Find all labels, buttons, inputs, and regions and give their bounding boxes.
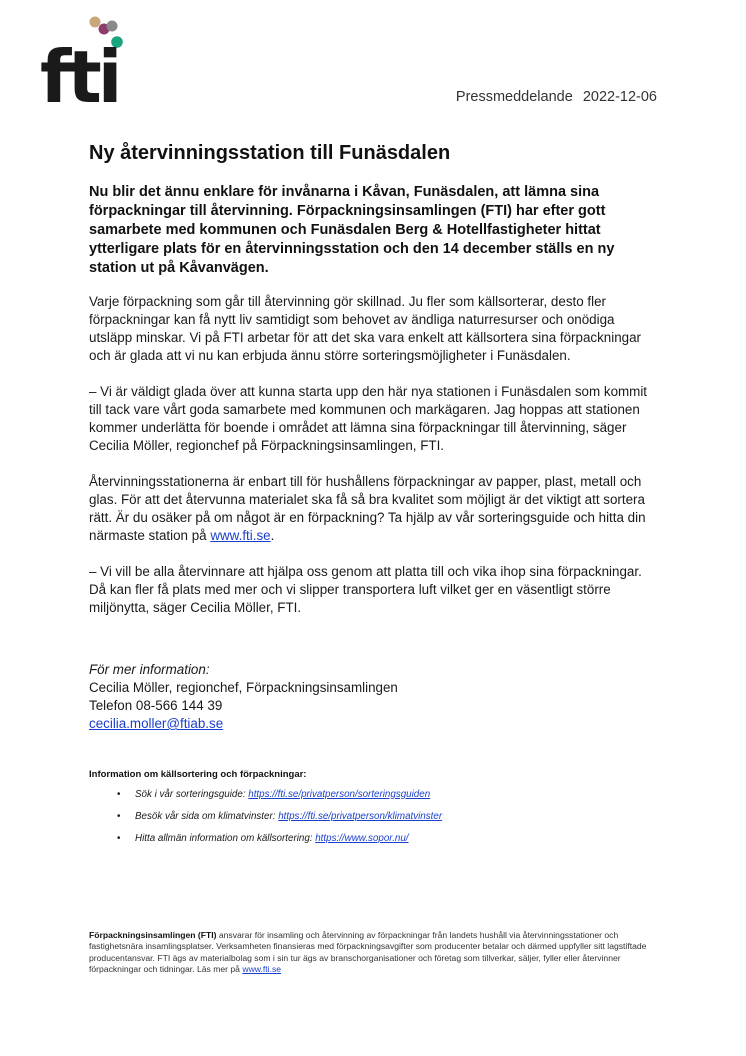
sorteringsguiden-link[interactable]: https://fti.se/privatperson/sorteringsguiden	[248, 789, 431, 800]
article-title: Ny återvinningsstation till Funäsdalen	[89, 142, 451, 164]
info-item	[117, 833, 659, 845]
bullet-icon: •	[117, 833, 121, 844]
paragraph-3	[89, 473, 659, 545]
contact-heading: För mer information:	[89, 662, 210, 677]
bullet-icon: •	[117, 811, 121, 822]
info-item-text: Sök i vår sorteringsguide:	[135, 789, 249, 800]
paragraph-3-text: Återvinningsstationerna är enbart till för hushållens förpackningar av papper, plast, metall och glas. För att det återvunna materialet ska få så bra kvalitet som möjligt är det viktigt att sortera rätt. Är du osäker på om något är en förpackning? Ta hjälp av vår sorteringsguide och hitta din närmaste station på	[89, 474, 646, 543]
contact-name: Cecilia Möller, regionchef, Förpackningsinsamlingen	[89, 680, 398, 695]
paragraph-1: Varje förpackning som går till återvinning gör skillnad. Ju fler som källsorterar, desto fler förpackningar kan få nytt liv samtidigt som behovet av ändliga naturresurser och onödiga utsläpp minskar. Vi på FTI arbetar för att det ska vara enkelt att källsortera sina förpackningar och är glada att vi nu kan erbjuda ännu större sorteringsmöjligheter i Funäsdalen.	[89, 294, 642, 363]
sopor-link[interactable]: https://www.sopor.nu/	[315, 833, 409, 844]
fti-logo-graphic	[40, 14, 130, 108]
press-label: Pressmeddelande	[455, 89, 573, 105]
press-header	[450, 89, 657, 105]
info-list	[89, 789, 659, 845]
footer-text: ansvarar för insamling och återvinning av förpackningar från landets hushåll via återvinningsstationer och fastighetsnära insamlingsplatser. Verksamheten finansieras med förpackningsavgifter som producenter betalar och därmed uppfyller sitt lagstiftade producentansvar. FTI ägs av materialbolag som i sin tur ägs av branschorganisationer och företag som tillverkar, säljer, fyller eller återvinner förpackningar och tidningar. Läs mer på	[89, 930, 647, 975]
paragraph-4: – Vi vill be alla återvinnare att hjälpa oss genom att platta till och vika ihop sina förpackningar. Då kan fler få plats med mer och vi slipper transportera luft vilket ger en väsentligt större miljönytta, säger Cecilia Möller, FTI.	[89, 564, 642, 615]
info-item	[117, 811, 659, 823]
contact-block	[89, 661, 659, 733]
footer-org-name: Förpackningsinsamlingen (FTI)	[89, 930, 217, 940]
footer-fti-link[interactable]: www.fti.se	[242, 964, 282, 975]
footer-boilerplate	[89, 930, 649, 976]
lead-paragraph: Nu blir det ännu enklare för invånarna i Kåvan, Funäsdalen, att lämna sina förpackningar till återvinning. Förpackningsinsamlingen (FTI) har efter gott samarbete med kommunen och Funäsdalen Berg & Hotellfastigheter hittat ytterligare plats för en återvinningsstation och den 14 december ställs en ny station ut på Kåvanvägen.	[89, 184, 615, 276]
contact-phone: Telefon 08-566 144 39	[89, 698, 223, 713]
paragraph-2: – Vi är väldigt glada över att kunna starta upp den här nya stationen i Funäsdalen som kommit till tack vare vårt goda samarbete med kommunen och markägaren. Jag hoppas att stationen kommer underlätta för boende i området att lämna sina förpackningar till återvinning, säger Cecilia Möller, regionchef på Förpackningsinsamlingen, FTI.	[89, 384, 648, 453]
press-date: 2022-12-06	[582, 89, 657, 105]
fti-logo	[40, 14, 130, 108]
info-section	[89, 769, 659, 845]
info-item	[117, 789, 659, 801]
klimatvinster-link[interactable]: https://fti.se/privatperson/klimatvinster	[278, 811, 443, 822]
info-item-text: Besök vår sida om klimatvinster:	[135, 811, 279, 822]
svg-text:fti: fti	[40, 35, 119, 108]
info-item-text: Hitta allmän information om källsortering:	[135, 833, 316, 844]
bullet-icon: •	[117, 789, 121, 800]
info-title: Information om källsortering och förpackningar:	[89, 769, 307, 780]
article-body	[89, 142, 659, 855]
contact-email-link[interactable]: cecilia.moller@ftiab.se	[89, 716, 224, 731]
fti-website-link[interactable]: www.fti.se	[210, 528, 271, 543]
paragraph-3-end: .	[270, 528, 275, 543]
